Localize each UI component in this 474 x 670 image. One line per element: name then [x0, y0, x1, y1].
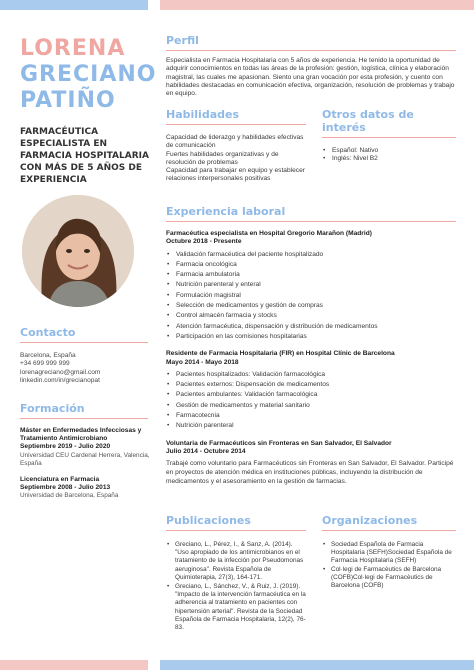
job-description: Trabajé como voluntario para Farmacéuticos sin Fronteras en San Salvador, El Salvador. Participé en proyectos de atención médica en instituciones públicas, incluyendo la distribución de medicamentos y el asesoramiento en la gestión de farmacias.	[166, 460, 454, 486]
job-entry	[166, 230, 456, 342]
job-dates: Mayo 2014 - Mayo 2018	[166, 358, 239, 366]
other-info-title: Otros datos de interés	[322, 108, 414, 134]
job-bullet: • Farmacia oncológica	[166, 260, 456, 270]
portrait-image	[22, 195, 134, 307]
contact-linkedin: linkedin.com/in/grecianopat	[20, 377, 100, 385]
top-bar-blue	[0, 0, 148, 10]
experience-title: Experiencia laboral	[166, 205, 286, 218]
education-item	[20, 427, 150, 468]
publication-item: • Greciano, L., Pérez, I., & Sanz, A. (2014). "Uso apropiado de los antimicrobianos en el tratamiento de la infección por Pseudomonas aeruginosa". Revista Española de Quimioterapia, 27(3), 164-171.	[166, 541, 306, 582]
degree-dates: Septiembre 2008 - Julio 2013	[20, 484, 111, 492]
bottom-bar-blue	[160, 660, 474, 670]
job-bullet: • Validación farmacéutica del paciente hospitalizado	[166, 250, 456, 260]
profile-text: Especialista en Farmacia Hospitalaria con 5 años de experiencia. He tenido la oportunidad de adquirir conocimientos en todas las áreas de la profesión: gestión, logística, clínica y elaboración magistral, las cuales me apasionan. Siento una gran vocación por esta profesión, y cuento con habilidades destacadas en comunicación efectiva, organización, resolución de problemas y trabajo en equipo.	[166, 57, 455, 98]
organizations-divider	[322, 530, 456, 531]
language-item: • Español: Nativo	[322, 147, 456, 155]
other-info-divider	[322, 137, 456, 138]
job-title: Farmacéutica especialista en Hospital Gregorio Marañon (Madrid)	[166, 230, 372, 237]
degree-place: Universidad CEU Cardenal Herrera, Valencia, España	[20, 451, 150, 467]
job-entry	[166, 350, 456, 431]
language-item: • Inglés: Nivel B2	[322, 155, 456, 163]
surname-1: GRECIANO	[20, 62, 157, 87]
contact-section	[20, 326, 150, 386]
contact-city: Barcelona, España	[20, 352, 76, 359]
degree-dates: Septiembre 2019 - Julio 2020	[20, 443, 111, 451]
job-bullet: • Gestión de medicamentos y material sanitario	[166, 401, 456, 411]
organization-item: • Sociedad Española de Farmacia Hospitalaria (SEFH)Sociedad Española de Farmacia Hospitalaria (SEFH)	[322, 541, 456, 566]
surname-2: PATIÑO	[20, 88, 116, 113]
publication-item: • Greciano, L., Sánchez, V., & Ruiz, J. (2019). "Impacto de la intervención farmacéutica en la adherencia al tratamiento en pacientes con hipertensión arterial". Revista de la Sociedad Española de Farmacia Hospitalaria, 12(2), 76-83.	[166, 583, 306, 632]
profile-title: Perfil	[166, 34, 199, 47]
job-bullet: • Pacientes hospitalizados: Validación farmacológica	[166, 370, 456, 380]
publications-title: Publicaciones	[166, 514, 251, 527]
contact-divider	[20, 342, 148, 343]
skills-section	[166, 108, 306, 184]
organization-item: • Col·legi de Farmacèutics de Barcelona (COFB)Col·legi de Farmacèutics de Barcelona (COFB)	[322, 566, 456, 591]
first-name: LORENA	[20, 36, 126, 61]
job-bullet: • Formulación magistral	[166, 291, 456, 301]
bottom-bar-pink	[0, 660, 148, 670]
organizations-section	[322, 514, 456, 590]
job-entry	[166, 440, 456, 487]
education-item	[20, 476, 150, 501]
publications-divider	[166, 530, 306, 531]
skills-divider	[166, 124, 306, 125]
degree-title: Licenciatura en Farmacia	[20, 476, 100, 484]
job-dates: Julio 2014 - Octubre 2014	[166, 447, 246, 455]
other-info-section	[322, 108, 456, 164]
degree-place: Universidad de Barcelona, España	[20, 492, 119, 500]
skill-item: Capacidad para trabajar en equipo y establecer relaciones interpersonales positivas	[166, 167, 305, 183]
job-bullet: • Farmacia ambulatoria	[166, 270, 456, 280]
profile-section	[166, 34, 456, 98]
profile-photo	[22, 195, 134, 307]
experience-section	[166, 205, 456, 486]
job-bullet: • Farmacotecnia	[166, 411, 456, 421]
top-bar-pink	[160, 0, 474, 10]
contact-email: lorenagreciano@gmail.com	[20, 368, 101, 376]
experience-divider	[166, 221, 456, 222]
education-title: Formación	[20, 402, 85, 415]
job-bullet: • Control almacén farmacia y stocks	[166, 311, 456, 321]
job-title: Residente de Farmacia Hospitalaria (FIR) en Hospital Clínic de Barcelona	[166, 350, 395, 358]
job-bullet: • Pacientes externos: Dispensación de medicamentos	[166, 380, 456, 390]
education-divider	[20, 418, 148, 419]
profile-divider	[166, 50, 456, 51]
job-bullet: • Selección de medicamentos y gestión de compras	[166, 301, 456, 311]
contact-phone: +34 699 999 999	[20, 360, 70, 368]
full-name	[20, 36, 157, 114]
education-section	[20, 402, 150, 501]
publications-section	[166, 514, 306, 633]
header-left	[20, 36, 157, 186]
tagline: FARMACÉUTICA ESPECIALISTA EN FARMACIA HOSPITALARIA CON MÁS DE 5 AÑOS DE EXPERIENCIA	[20, 127, 149, 185]
job-dates: Octubre 2018 - Presente	[166, 238, 242, 246]
degree-title: Máster en Enfermedades Infecciosas y Tratamiento Antimicrobiano	[20, 427, 142, 443]
job-bullet: • Pacientes ambulantes: Validación farmacológica	[166, 390, 456, 400]
organizations-title: Organizaciones	[322, 514, 418, 527]
job-bullet: • Nutrición parenteral	[166, 421, 456, 431]
job-bullet: • Participación en las comisiones hospitalarias	[166, 332, 456, 342]
skill-item: Capacidad de liderazgo y habilidades efectivas de comunicación	[166, 134, 304, 150]
job-bullet: • Nutrición parenteral y enteral	[166, 280, 456, 290]
contact-title: Contacto	[20, 326, 76, 339]
job-title: Voluntaria de Farmacéuticos sin Fronteras en San Salvador, El Salvador	[166, 439, 392, 447]
skills-title: Habilidades	[166, 108, 239, 121]
skill-item: Fuertes habilidades organizativas y de resolución de problemas	[166, 150, 279, 166]
job-bullet: • Atención farmacéutica, dispensación y distribución de medicamentos	[166, 322, 456, 332]
